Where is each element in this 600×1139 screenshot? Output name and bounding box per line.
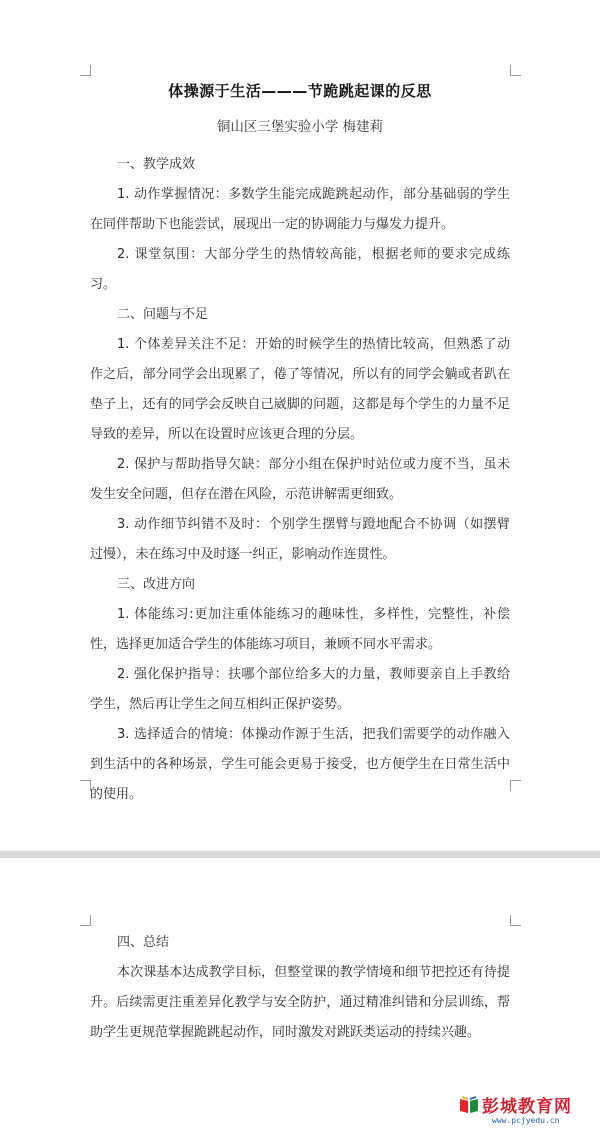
paragraph: 1. 个体差异关注不足：开始的时候学生的热情比较高，但熟悉了动作之后，部分同学会出现累了，倦了等情况，所以有的同学会躺或者趴在垫子上，还有的同学会反映自己崴脚的问题，这都是每个学生的力量不足导致的差异，所以在设置时应该更合理的分层。 <box>90 337 510 442</box>
section-heading: 二、问题与不足 <box>117 307 209 322</box>
watermark-brand: 彭城教育网 <box>482 1097 572 1117</box>
paragraph: 2. 课堂氛围：大部分学生的热情较高能，根据老师的要求完成练习。 <box>90 247 510 292</box>
page-2-body <box>90 928 510 1048</box>
watermark-logo <box>458 1091 588 1131</box>
margin-corner-top-left <box>80 915 91 926</box>
margin-corner-bottom-right <box>510 780 521 791</box>
section-heading: 三、改进方向 <box>117 577 196 592</box>
section-heading: 一、教学成效 <box>117 157 196 172</box>
document-title: 体操源于生活———节跪跳起课的反思 <box>168 82 432 100</box>
section-heading: 四、总结 <box>117 935 170 950</box>
paragraph: 3. 选择适合的情境：体操动作源于生活，把我们需要学的动作融入到生活中的各种场景，学生可能会更易于接受，也方便学生在日常生活中的使用。 <box>90 727 510 802</box>
document-page-2 <box>0 858 600 1139</box>
paragraph: 3. 动作细节纠错不及时：个别学生摆臂与蹬地配合不协调（如摆臂过慢），未在练习中及时逐一纠正，影响动作连贯性。 <box>90 517 510 562</box>
margin-corner-top-left <box>80 65 91 76</box>
margin-corner-top-right <box>510 65 521 76</box>
paragraph: 2. 强化保护指导：扶哪个部位给多大的力量，教师要亲自上手教给学生，然后再让学生之间互相纠正保护姿势。 <box>90 667 510 712</box>
paragraph: 本次课基本达成教学目标，但整堂课的教学情境和细节把控还有待提升。后续需更注重差异化教学与安全防护，通过精准纠错和分层训练，帮助学生更规范掌握跪跳起动作，同时激发对跳跃类运动的持续兴趣。 <box>90 965 510 1040</box>
document-author: 铜山区三堡实验小学 梅建莉 <box>216 119 384 135</box>
paragraph: 1. 体能练习:更加注重体能练习的趣味性，多样性，完整性，补偿性，选择更加适合学生的体能练习项目，兼顾不同水平需求。 <box>90 607 510 652</box>
margin-corner-top-right <box>510 915 521 926</box>
paragraph: 1. 动作掌握情况：多数学生能完成跪跳起动作，部分基础弱的学生在同伴帮助下也能尝试，展现出一定的协调能力与爆发力提升。 <box>90 187 510 232</box>
paragraph: 2. 保护与帮助指导欠缺：部分小组在保护时站位或力度不当，虽未发生安全问题，但存在潜在风险，示范讲解需更细致。 <box>90 457 510 502</box>
watermark-url: www.pcjyedu.cn <box>492 1116 560 1125</box>
page-1-body <box>90 150 510 810</box>
book-logo-icon <box>458 1093 480 1115</box>
